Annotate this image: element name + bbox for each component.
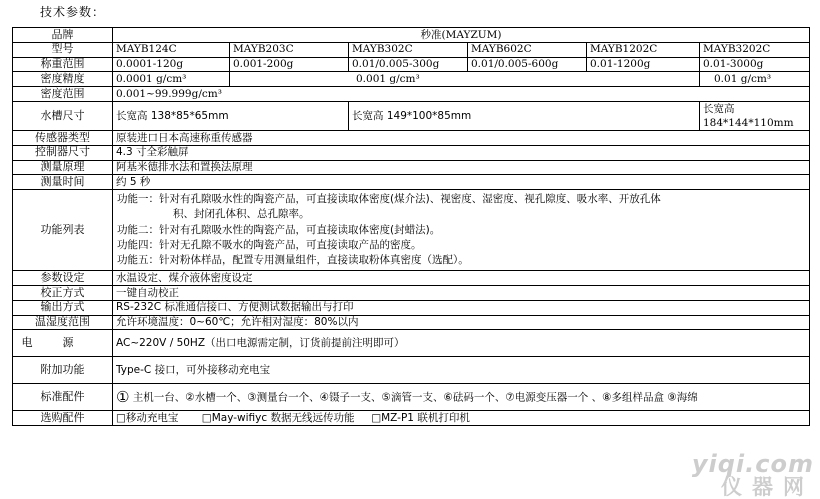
- range-cell: 0.01-1200g: [587, 57, 700, 72]
- table-row: [13, 130, 810, 145]
- range-cell: 0.01/0.005-600g: [468, 57, 587, 72]
- table-row: [13, 300, 810, 315]
- tank-cell: [700, 101, 810, 130]
- extra-label: 附加功能: [13, 357, 113, 384]
- tank-cell: 长宽高 138*85*65mm: [113, 101, 349, 130]
- tank-line: 长宽高: [703, 102, 735, 115]
- table-row: [13, 160, 810, 175]
- sensor-value: 原装进口日本高速称重传感器: [113, 130, 810, 145]
- sensor-label: 传感器类型: [13, 130, 113, 145]
- precision-cell: 0.001 g/cm³: [230, 72, 700, 87]
- page-title: 技术参数：: [40, 5, 106, 19]
- spec-table: [12, 27, 810, 426]
- model-cell: MAYB124C: [113, 42, 230, 57]
- controller-value: 4.3 寸全彩触屏: [113, 145, 810, 160]
- precision-cell: 0.0001 g/cm³: [113, 72, 230, 87]
- output-value: RS-232C 标准通信接口、方便测试数据输出与打印: [113, 300, 810, 315]
- model-cell: MAYB602C: [468, 42, 587, 57]
- brand-value: 秒准(MAYZUM): [113, 28, 810, 43]
- precision-cell: 0.01 g/cm³: [700, 72, 810, 87]
- precision-label: 密度精度: [13, 72, 113, 87]
- table-row: [13, 271, 810, 286]
- power-value: AC~220V / 50HZ（出口电源需定制，订货前提前注明即可）: [113, 330, 810, 357]
- function-line: 功能四：针对无孔隙不吸水的陶瓷产品，可直接读取产品的密度。: [117, 238, 422, 251]
- extra-value: Type-C 接口，可外接移动充电宝: [113, 357, 810, 384]
- calibration-value: 一键自动校正: [113, 285, 810, 300]
- table-row: [13, 57, 810, 72]
- table-row: [13, 28, 810, 43]
- function-line: 积、封闭孔体积、总孔隙率。: [173, 208, 310, 221]
- functions-label: 功能列表: [13, 190, 113, 271]
- time-value: 约 5 秒: [113, 175, 810, 190]
- standard-value: [113, 384, 810, 411]
- model-cell: MAYB203C: [230, 42, 349, 57]
- tank-label: 水槽尺寸: [13, 101, 113, 130]
- function-line: 功能二：针对有孔隙吸水性的陶瓷产品，可直接读取体密度(封蜡法)。: [117, 223, 441, 236]
- range-cell: 0.01-3000g: [700, 57, 810, 72]
- env-label: 温湿度范围: [13, 315, 113, 330]
- time-label: 测量时间: [13, 175, 113, 190]
- model-cell: MAYB3202C: [700, 42, 810, 57]
- function-line: 功能五：针对粉体样品，配置专用测量组件，直接读取粉体真密度（选配）。: [117, 253, 469, 266]
- optional-item: □May-wifiyc 数据无线远传功能: [201, 412, 355, 425]
- params-label: 参数设定: [13, 271, 113, 286]
- standard-text: 主机一台、②水槽一个、③测量台一个、④镊子一支、⑤滴管一支、⑥砝码一个、⑦电源变压器一个 、⑧多组样品盒 ⑨海绵: [132, 391, 698, 404]
- standard-label: 标准配件: [13, 384, 113, 411]
- table-row: [13, 87, 810, 102]
- optional-label: 选购配件: [13, 411, 113, 426]
- range-label: 称重范围: [13, 57, 113, 72]
- model-cell: MAYB1202C: [587, 42, 700, 57]
- model-cell: MAYB302C: [349, 42, 468, 57]
- params-value: 水温设定、煤介液体密度设定: [113, 271, 810, 286]
- tank-cell: 长宽高 149*100*85mm: [349, 101, 700, 130]
- optional-value: [113, 411, 810, 426]
- density-range-value: 0.001~99.999g/cm³: [113, 87, 810, 102]
- env-value: 允许环境温度：0~60℃；允许相对湿度：80%以内: [113, 315, 810, 330]
- range-cell: 0.001-200g: [230, 57, 349, 72]
- optional-item: □移动充电宝: [116, 412, 179, 425]
- brand-label: 品牌: [13, 28, 113, 43]
- range-cell: 0.01/0.005-300g: [349, 57, 468, 72]
- table-row: [13, 330, 810, 357]
- table-row: [13, 42, 810, 57]
- table-row: [13, 411, 810, 426]
- controller-label: 控制器尺寸: [13, 145, 113, 160]
- output-label: 输出方式: [13, 300, 113, 315]
- table-row: [13, 315, 810, 330]
- watermark: [692, 452, 814, 498]
- principle-label: 测量原理: [13, 160, 113, 175]
- circled-number: ①: [116, 388, 130, 406]
- table-row: [13, 384, 810, 411]
- table-row: [13, 72, 810, 87]
- table-row: [13, 285, 810, 300]
- model-label: 型号: [13, 42, 113, 57]
- table-row: [13, 175, 810, 190]
- principle-value: 阿基米德排水法和置换法原理: [113, 160, 810, 175]
- range-cell: 0.0001-120g: [113, 57, 230, 72]
- table-row: [13, 190, 810, 271]
- table-row: [13, 357, 810, 384]
- optional-item: □MZ-P1 联机打印机: [371, 412, 470, 425]
- watermark-text: 仪器网: [721, 475, 814, 499]
- watermark-url: yiqi.com: [691, 450, 814, 478]
- functions-value: [113, 190, 810, 271]
- tank-line: 184*144*110mm: [703, 116, 794, 129]
- table-row: [13, 145, 810, 160]
- function-line: 功能一：针对有孔隙吸水性的陶瓷产品，可直接读取体密度(煤介法)、视密度、湿密度、视孔隙度、吸水率、开放孔体: [117, 193, 661, 206]
- table-row: [13, 101, 810, 130]
- power-label: 电源: [13, 330, 113, 357]
- calibration-label: 校正方式: [13, 285, 113, 300]
- density-range-label: 密度范围: [13, 87, 113, 102]
